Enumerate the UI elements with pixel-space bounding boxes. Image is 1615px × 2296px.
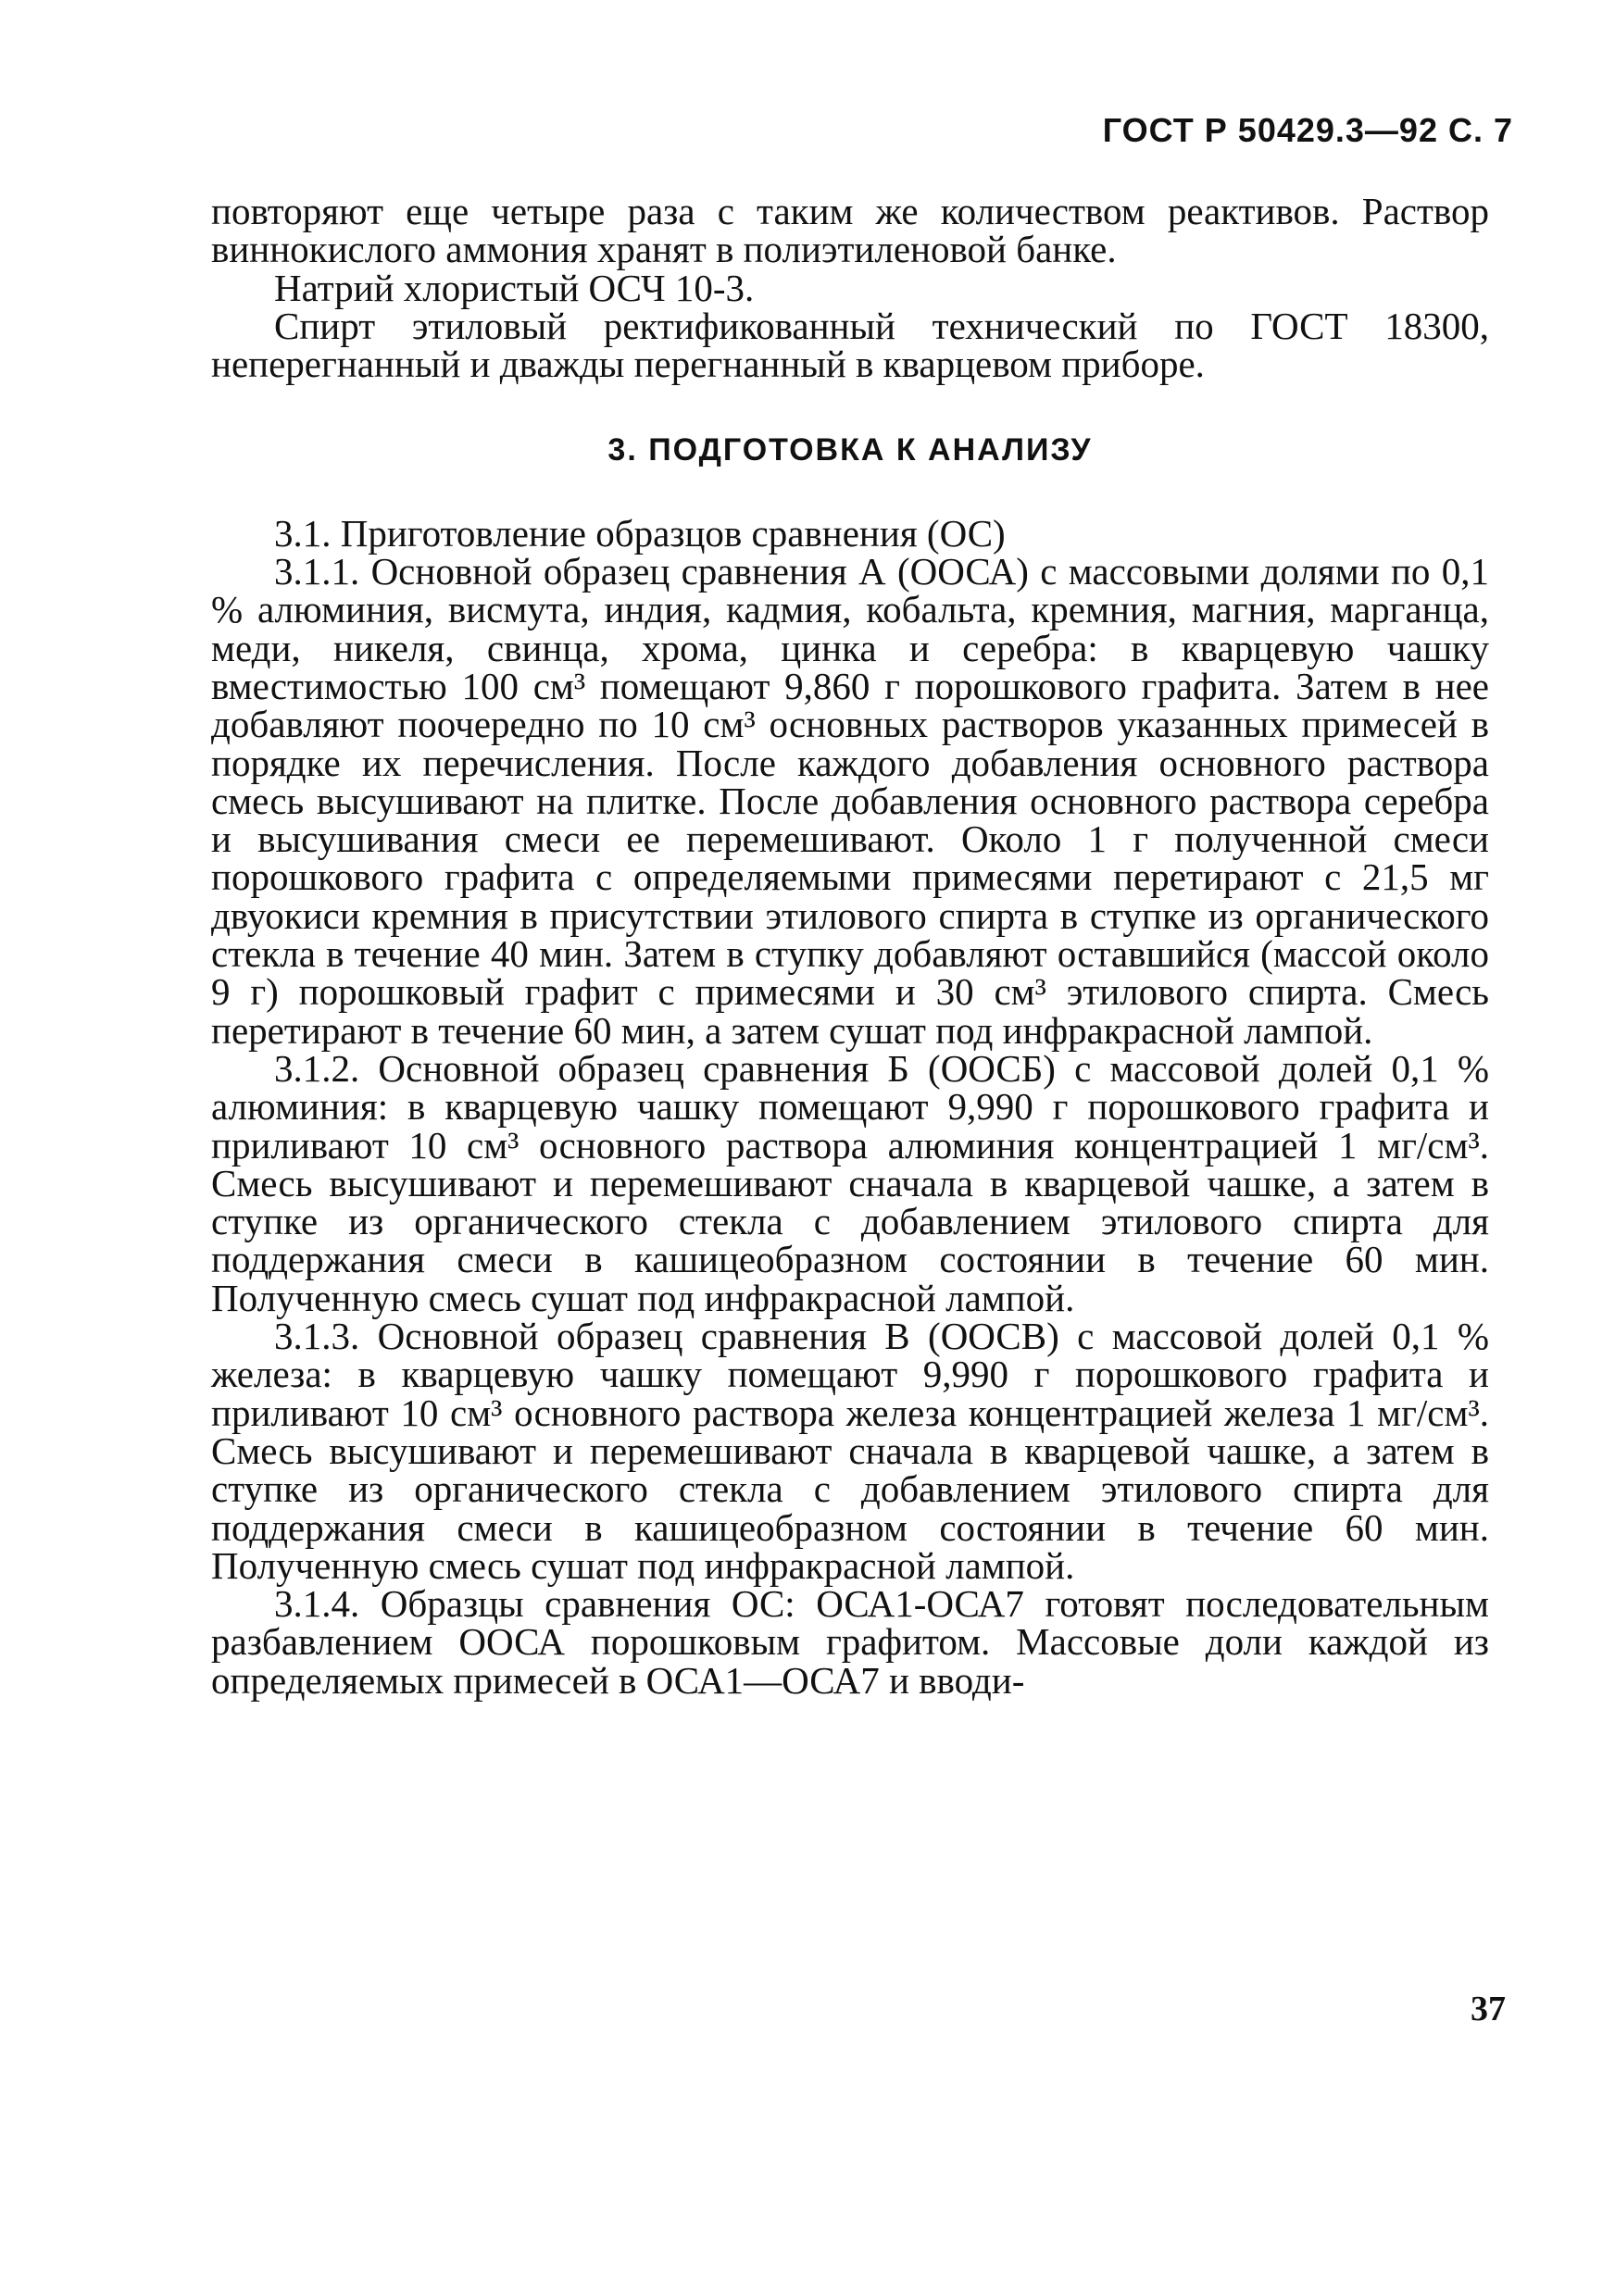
paragraph-3-1-1: 3.1.1. Основной образец сравнения А (ООСА) с массовыми долями по 0,1 % алюминия, висмута, индия, кадмия, кобальта, кремния, магния, марганца, меди, никеля, свинца, хрома, цинка и серебра: в кварцевую чашку вместимостью 100 см³ помещают 9,860 г порошкового графита. Затем в нее добавляют поочередно по 10 см³ основных растворов указанных примесей в порядке их перечисления. После каждого добавления основного раствора смесь высушивают на плитке. После добавления основного раствора серебра и высушивания смеси ее перемешивают. Около 1 г полученной смеси порошкового графита с определяемыми примесями перетирают с 21,5 мг двуокиси кремния в присутствии этилового спирта в ступке из органического стекла в течение 40 мин. Затем в ступку добавляют оставшийся (массой около 9 г) порошковый графит с примесями и 30 см³ этилового спирта. Смесь перетирают в течение 60 мин, а затем сушат под инфракрасной лампой. [211,550,1489,1052]
paragraph-sodium-chloride: Натрий хлористый ОСЧ 10-3. [274,266,755,309]
paragraph-3-1-3: 3.1.3. Основной образец сравнения В (ООСВ) с массовой долей 0,1 % железа: в кварцевую чашку помещают 9,990 г порошкового графита и приливают 10 см³ основного раствора железа концентрацией железа 1 мг/см³. Смесь высушивают и перемешивают сначала в кварцевой чашке, а затем в ступке из органического стекла с добавлением этилового спирта для поддержания смеси в кашицеобразном состоянии в течение 60 мин. Полученную смесь сушат под инфракрасной лампой. [211,1315,1489,1587]
section-heading: 3. ПОДГОТОВКА К АНАЛИЗУ [607,432,1093,468]
paragraph-3-1-2: 3.1.2. Основной образец сравнения Б (ООСБ) с массовой долей 0,1 % алюминия: в кварцевую чашку помещают 9,990 г порошкового графита и приливают 10 см³ основного раствора алюминия концентрацией 1 мг/см³. Смесь высушивают и перемешивают сначала в кварцевой чашке, а затем в ступке из органического стекла с добавлением этилового спирта для поддержания смеси в кашицеобразном состоянии в течение 60 мин. Полученную смесь сушат под инфракрасной лампой. [211,1046,1489,1319]
paragraph-3-1-4: 3.1.4. Образцы сравнения ОС: ОСА1-ОСА7 готовят последовательным разбавлением ООСА порошковым графитом. Массовые доли каждой из определяемых примесей в ОСА1—ОСА7 и вводи- [211,1582,1489,1702]
subsection-title: 3.1. Приготовление образцов сравнения (ОС) [274,511,1006,555]
paragraph-ethyl-alcohol: Спирт этиловый ректификованный технический по ГОСТ 18300, неперегнанный и дважды перегнанный в кварцевом приборе. [211,304,1489,386]
page-number: 37 [1471,1990,1506,2028]
body-text [211,190,1489,1702]
paragraph-continued: повторяют еще четыре раза с таким же количеством реактивов. Раствор виннокислого аммония хранят в полиэтиленовой банке. [211,190,1489,271]
running-head: ГОСТ Р 50429.3—92 С. 7 [1102,111,1513,149]
